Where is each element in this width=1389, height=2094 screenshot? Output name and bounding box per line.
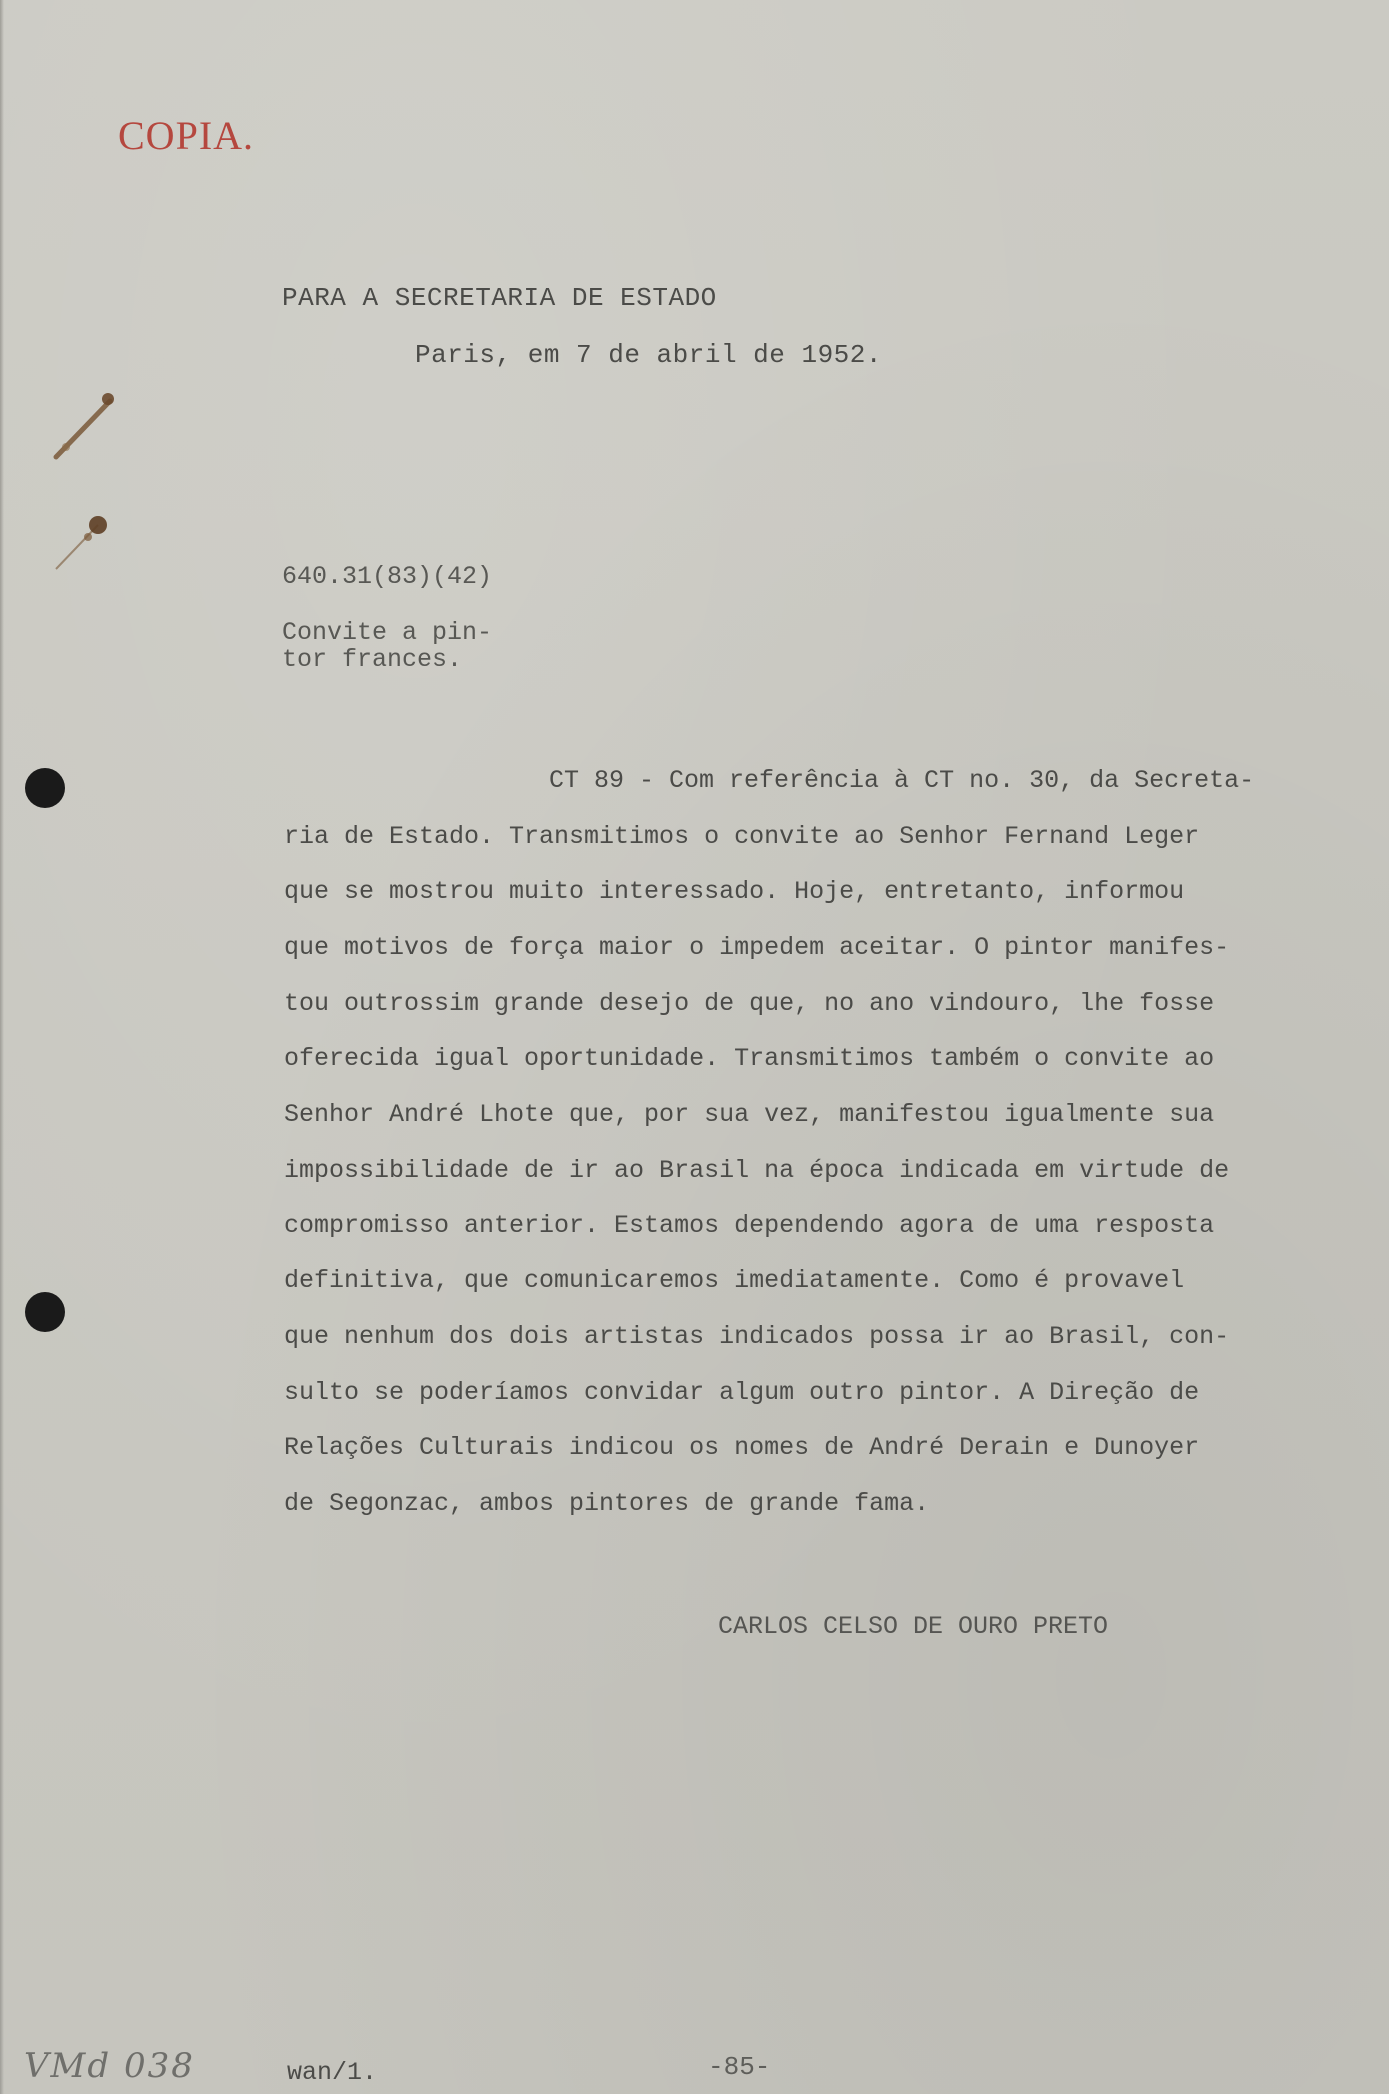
body-line: Senhor André Lhote que, por sua vez, manifestou igualmente sua bbox=[284, 1100, 1215, 1129]
body-line: de Segonzac, ambos pintores de grande fama. bbox=[284, 1489, 930, 1518]
body-line: oferecida igual oportunidade. Transmitimos também o convite ao bbox=[284, 1044, 1215, 1073]
subject-line: Convite a pin- bbox=[282, 618, 493, 647]
page-edge-shadow bbox=[0, 0, 4, 2094]
punch-hole-icon bbox=[25, 768, 65, 808]
archive-code: VMd 038 bbox=[24, 2046, 195, 2086]
rust-stain-icon bbox=[48, 385, 128, 465]
rust-stain-icon bbox=[50, 505, 120, 575]
body-line: ria de Estado. Transmitimos o convite ao Senhor Fernand Leger bbox=[284, 822, 1200, 851]
body-line: sulto se poderíamos convidar algum outro pintor. A Direção de bbox=[284, 1378, 1200, 1407]
typist-initials: wan/1. bbox=[287, 2058, 378, 2087]
subject-line: tor frances. bbox=[282, 645, 463, 674]
dateline: Paris, em 7 de abril de 1952. bbox=[415, 340, 882, 370]
body-line: que nenhum dos dois artistas indicados possa ir ao Brasil, con- bbox=[284, 1322, 1230, 1351]
copia-stamp: COPIA. bbox=[118, 113, 255, 158]
body-line: CT 89 - Com referência à CT no. 30, da Secreta- bbox=[549, 766, 1255, 795]
recipient-heading: PARA A SECRETARIA DE ESTADO bbox=[282, 283, 717, 313]
page-number: -85- bbox=[708, 2052, 771, 2082]
punch-hole-icon bbox=[25, 1292, 65, 1332]
signature: CARLOS CELSO DE OURO PRETO bbox=[718, 1612, 1109, 1641]
body-line: que motivos de força maior o impedem aceitar. O pintor manifes- bbox=[284, 933, 1230, 962]
body-line: definitiva, que comunicaremos imediatamente. Como é provavel bbox=[284, 1266, 1185, 1295]
body-line: que se mostrou muito interessado. Hoje, entretanto, informou bbox=[284, 877, 1185, 906]
body-line: compromisso anterior. Estamos dependendo agora de uma resposta bbox=[284, 1211, 1215, 1240]
body-line: tou outrossim grande desejo de que, no ano vindouro, lhe fosse bbox=[284, 989, 1215, 1018]
body-line: Relações Culturais indicou os nomes de André Derain e Dunoyer bbox=[284, 1433, 1200, 1462]
file-reference-code: 640.31(83)(42) bbox=[282, 562, 493, 591]
body-line: impossibilidade de ir ao Brasil na época indicada em virtude de bbox=[284, 1156, 1230, 1185]
